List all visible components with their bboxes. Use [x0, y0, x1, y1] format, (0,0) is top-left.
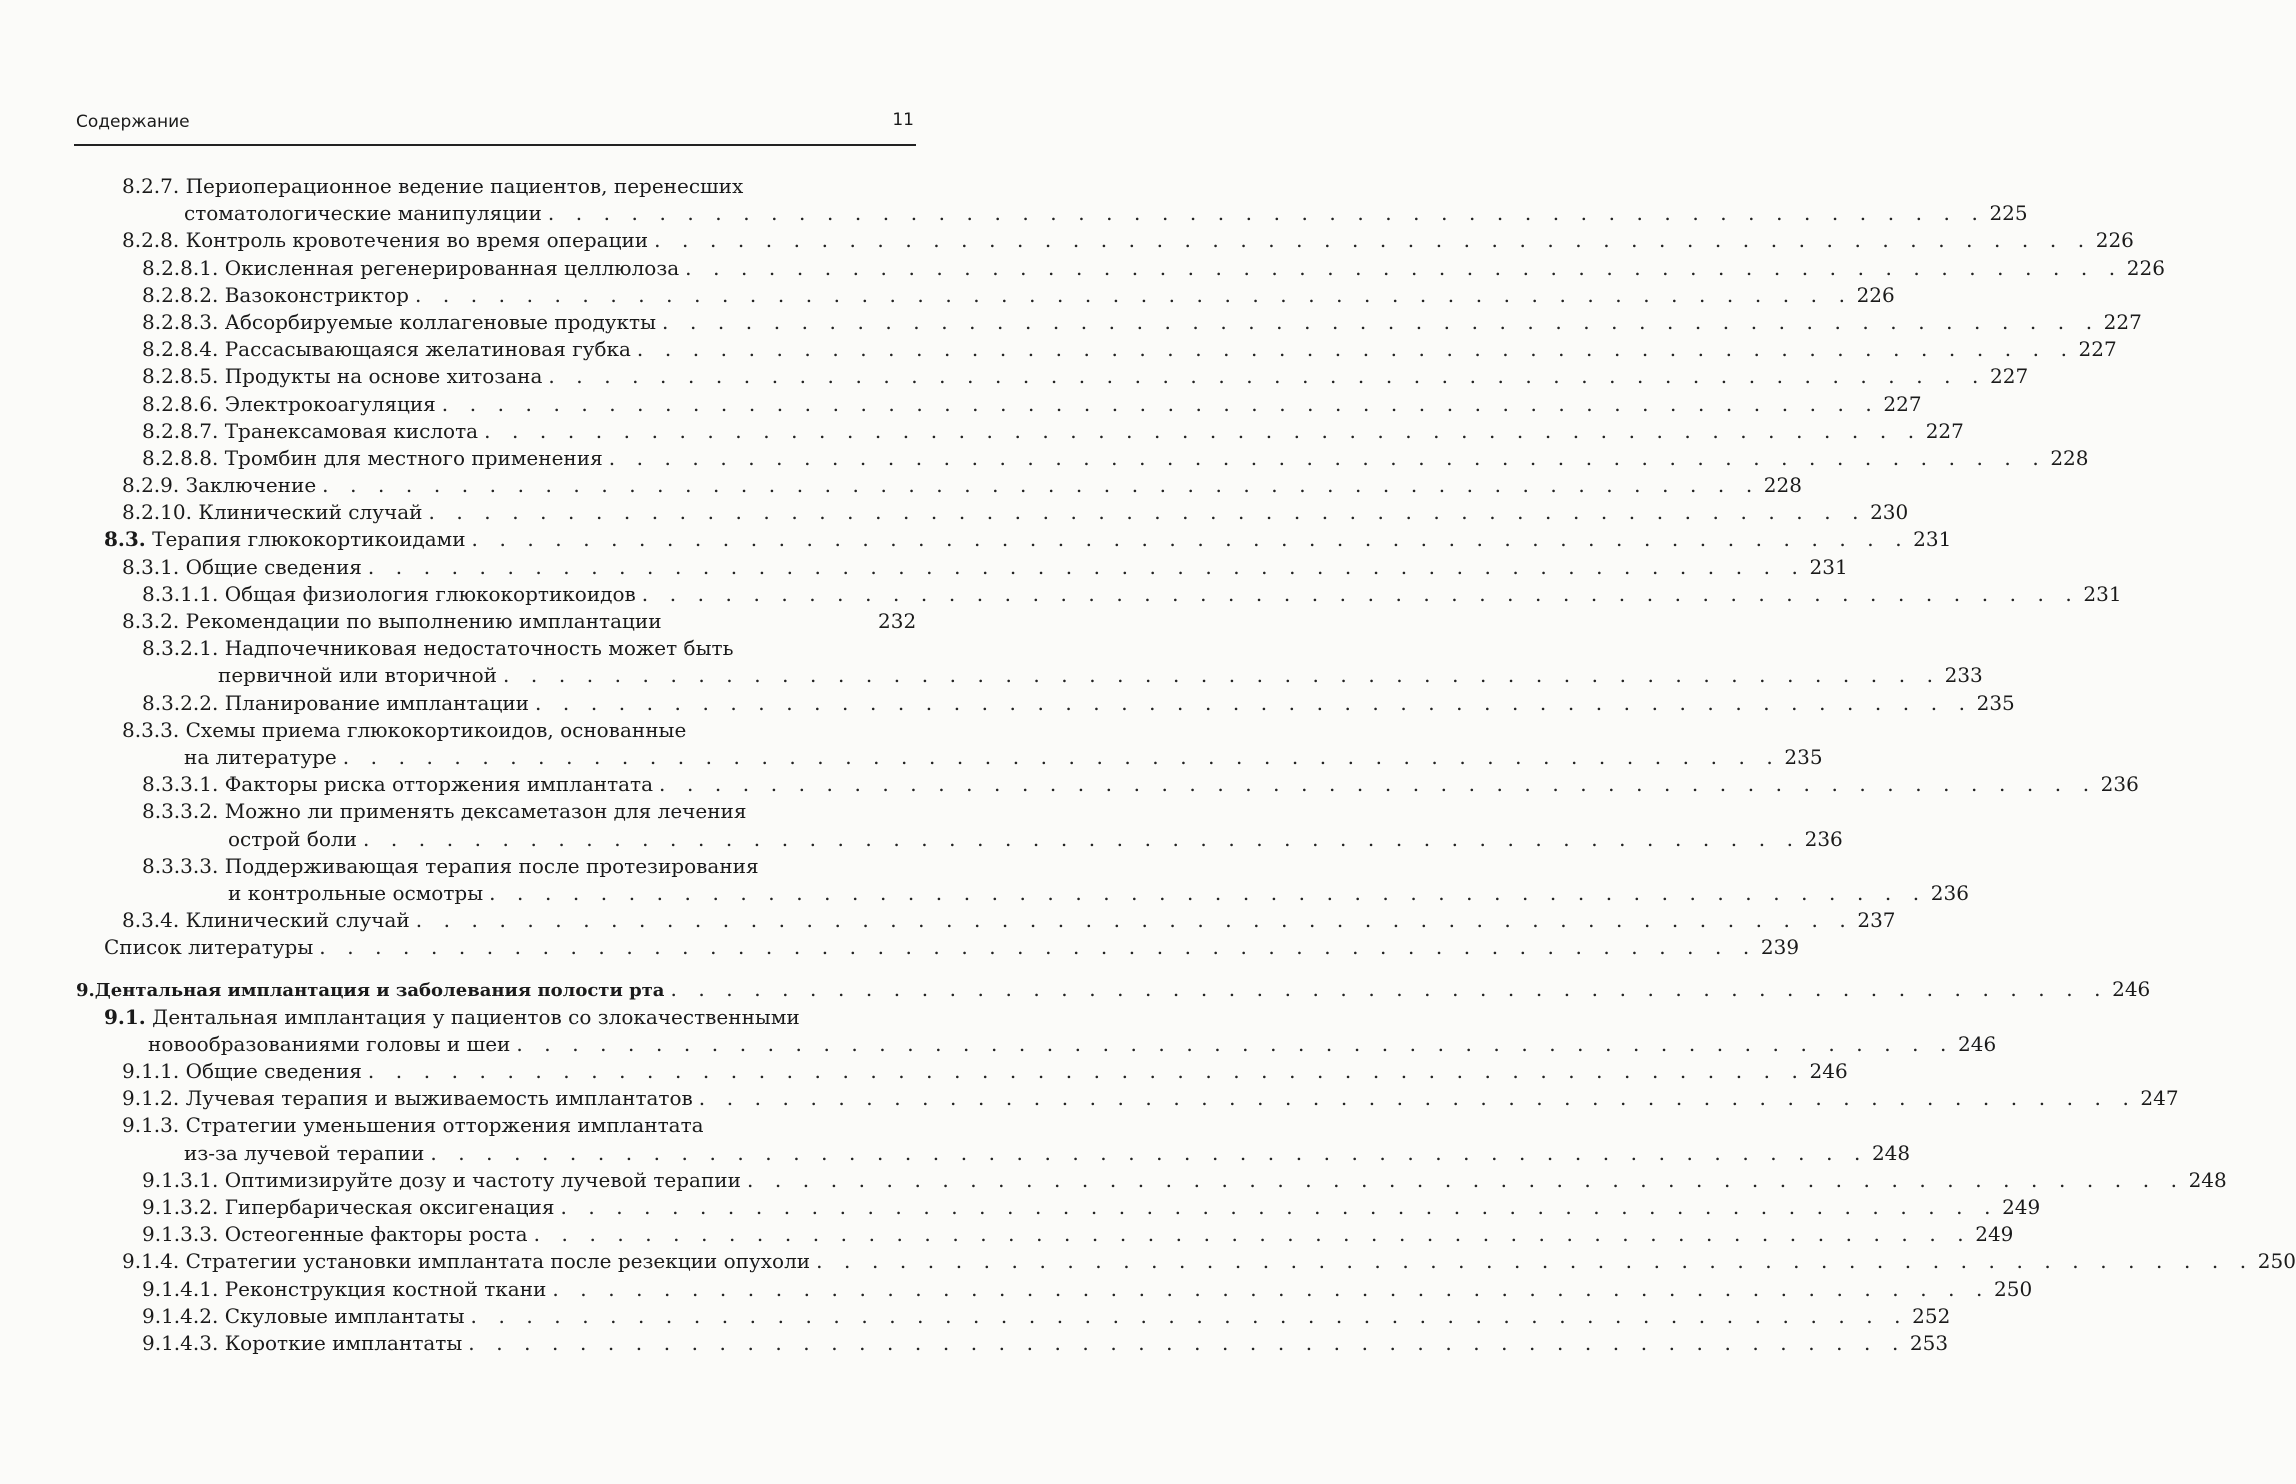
- dot-leader: . . . . . . . . . . . . . . . . . . . . . . . . . . . . . . . . . . . . . . . . . . . . . . . . . . . .: [430, 1140, 1868, 1165]
- toc-entry-title: Продукты на основе хитозана: [224, 364, 543, 389]
- toc-entry[interactable]: [0, 1194, 2041, 1221]
- toc-entry[interactable]: [0, 1221, 2014, 1248]
- toc-entry-title: Рекомендации по выполнению имплантации: [185, 609, 662, 633]
- toc-entry-number: 8.3.3.1.: [142, 772, 219, 797]
- toc-entry-page: 227: [2078, 337, 2117, 362]
- toc-entry-title: Общие сведения: [185, 554, 362, 579]
- toc-entry-number: 8.3.4.: [122, 908, 180, 933]
- toc-entry-number: 9.1.3.1.: [142, 1167, 219, 1192]
- toc-entry[interactable]: [0, 1303, 1951, 1330]
- dot-leader: . . . . . . . . . . . . . . . . . . . . . . . . . . . . . . . . . . . . . . . . . . . . . . . . . . . .: [608, 445, 2047, 470]
- toc-entry-title: Оптимизируйте дозу и частоту лучевой терапии: [224, 1167, 741, 1192]
- toc-entry-number: 8.2.8.1.: [142, 255, 219, 280]
- dot-leader: . . . . . . . . . . . . . . . . . . . . . . . . . . . . . . . . . . . . . . . . . . . . . . . . . . . .: [414, 282, 1853, 307]
- toc-entry[interactable]: [0, 173, 2028, 227]
- toc-entry-title: Транексамовая кислота: [224, 418, 479, 443]
- toc-entry-page: 226: [2095, 228, 2134, 253]
- toc-entry-title: на литературе: [184, 744, 337, 769]
- toc-entry-number: 8.2.8.6.: [142, 391, 219, 416]
- toc-entry-title: Планирование имплантации: [224, 690, 529, 715]
- dot-leader: . . . . . . . . . . . . . . . . . . . . . . . . . . . . . . . . . . . . . . . . . . . . . . . . . . . .: [636, 337, 2075, 362]
- toc-entry[interactable]: [0, 472, 1802, 499]
- toc-entry-title: Гипербарическая оксигенация: [224, 1194, 555, 1219]
- dot-leader: . . . . . . . . . . . . . . . . . . . . . . . . . . . . . . . . . . . . . . . . . . . . . . . . . . . .: [534, 690, 1973, 715]
- toc-entry-number: 8.3.3.3.: [142, 853, 219, 878]
- toc-entry[interactable]: [0, 581, 2122, 608]
- toc-entry-page: 231: [1913, 527, 1952, 552]
- toc-entry-title: Тромбин для местного применения: [224, 445, 603, 470]
- toc-entry-page: 226: [2126, 255, 2165, 280]
- toc-entry-title: первичной или вторичной: [218, 663, 497, 688]
- toc-entry-page: 246: [2112, 977, 2151, 1002]
- toc-entry[interactable]: [0, 227, 2134, 254]
- toc-entry-page: 249: [2002, 1194, 2041, 1219]
- toc-entry[interactable]: [0, 907, 1896, 934]
- toc-entry-number: 8.2.9.: [122, 473, 180, 498]
- toc-entry-number: 8.2.8.2.: [142, 282, 219, 307]
- toc-entry[interactable]: [0, 635, 1983, 689]
- toc-entry[interactable]: [0, 418, 1964, 445]
- toc-entry-number: 8.2.8.5.: [142, 364, 219, 389]
- toc-entry-title: Реконструкция костной ткани: [224, 1276, 547, 1301]
- dot-leader: . . . . . . . . . . . . . . . . . . . . . . . . . . . . . . . . . . . . . . . . . . . . . . . . . . . .: [516, 1031, 1955, 1056]
- toc-entry-number: 8.3.1.: [122, 554, 180, 579]
- toc-entry-title: Периоперационное ведение пациентов, перенесших: [185, 174, 744, 198]
- toc-entry-number: 8.2.8.: [122, 228, 180, 253]
- toc-entry[interactable]: [0, 336, 2117, 363]
- toc-entry[interactable]: [0, 934, 1800, 961]
- dot-leader: . . . . . . . . . . . . . . . . . . . . . . . . . . . . . . . . . . . . . . . . . . . . . . . . . . . .: [489, 880, 1927, 905]
- toc-entry[interactable]: [0, 717, 1823, 771]
- dot-leader: . . . . . . . . . . . . . . . . . . . . . . . . . . . . . . . . . . . . . . . . . . . . . . . . . . . .: [362, 826, 1801, 851]
- toc-entry[interactable]: [0, 391, 1922, 418]
- toc-entry-title: новообразованиями головы и шеи: [148, 1031, 511, 1056]
- dot-leader: . . . . . . . . . . . . . . . . . . . . . . . . . . . . . . . . . . . . . . . . . . . . . . . . . . . .: [428, 500, 1867, 525]
- toc-section[interactable]: [0, 526, 1952, 553]
- toc-entry-page: 235: [1784, 744, 1823, 769]
- toc-entry[interactable]: [0, 255, 2165, 282]
- toc-entry-title: Электрокоагуляция: [224, 391, 436, 416]
- toc-entry-page: 236: [1804, 826, 1843, 851]
- toc-entry-page: 253: [1909, 1330, 1949, 1355]
- dot-leader: . . . . . . . . . . . . . . . . . . . . . . . . . . . . . . . . . . . . . . . . . . . . . . . . . . . .: [367, 554, 1806, 579]
- toc-entry-title: Можно ли применять дексаметазон для лечения: [224, 799, 747, 824]
- toc-entry[interactable]: [0, 1248, 2296, 1275]
- dot-leader: . . . . . . . . . . . . . . . . . . . . . . . . . . . . . . . . . . . . . . . . . . . . . . . . . . . .: [698, 1086, 2137, 1111]
- toc-chapter-number: 9.: [76, 980, 95, 1002]
- dot-leader: . . . . . . . . . . . . . . . . . . . . . . . . . . . . . . . . . . . . . . . . . . . . . . . . . . . .: [533, 1222, 1972, 1247]
- toc-entry-page: 237: [1857, 908, 1896, 933]
- toc-entry-page: 227: [1990, 364, 2029, 389]
- toc-entry-title: Остеогенные факторы роста: [224, 1222, 528, 1247]
- dot-leader: . . . . . . . . . . . . . . . . . . . . . . . . . . . . . . . . . . . . . . . . . . . . . . . . . . . .: [548, 364, 1986, 389]
- toc-entry-number: 9.1.4.1.: [142, 1276, 219, 1301]
- toc-entry-number: 8.2.7.: [122, 174, 180, 198]
- toc-entry[interactable]: [0, 309, 2142, 336]
- toc-entry-page: 225: [1989, 201, 2028, 226]
- dot-leader: . . . . . . . . . . . . . . . . . . . . . . . . . . . . . . . . . . . . . . . . . . . . . . . . . . . .: [670, 977, 2109, 1002]
- toc-entry-page: 250: [2257, 1249, 2296, 1274]
- toc-entry-title: Общая физиология глюкокортикоидов: [224, 581, 636, 606]
- toc-entry-number: 8.3.2.2.: [142, 690, 219, 715]
- toc-entry[interactable]: [0, 282, 1895, 309]
- toc-entry[interactable]: [0, 499, 1909, 526]
- toc-entry-page: 246: [1809, 1059, 1848, 1083]
- toc-entry[interactable]: [0, 690, 2015, 717]
- header-page-number: 11: [892, 110, 914, 130]
- dot-leader: . . . . . . . . . . . . . . . . . . . . . . . . . . . . . . . . . . . . . . . . . . . . . . . . . . . .: [746, 1167, 2185, 1192]
- toc-entry[interactable]: [0, 853, 1969, 907]
- toc-entry-page: 227: [1883, 391, 1922, 416]
- toc-entry-number: 8.2.8.3.: [142, 309, 219, 334]
- toc-entry-page: 252: [1912, 1303, 1951, 1328]
- dot-leader: . . . . . . . . . . . . . . . . . . . . . . . . . . . . . . . . . . . . . . . . . . . . . . . . . . . .: [685, 255, 2123, 280]
- dot-leader: . . . . . . . . . . . . . . . . . . . . . . . . . . . . . . . . . . . . . . . . . . . . . . . . . . . .: [471, 527, 1910, 552]
- toc-entry-page: 248: [1871, 1140, 1911, 1165]
- toc-entry-page: 227: [2103, 309, 2142, 334]
- toc-entry-title: Рассасывающаяся желатиновая губка: [224, 337, 631, 362]
- toc-entry-number: 8.2.10.: [122, 500, 192, 525]
- toc-entry-title: Контроль кровотечения во время операции: [185, 228, 649, 253]
- toc-entry-number: 9.1.4.: [122, 1249, 180, 1274]
- toc-entry-title: Окисленная регенерированная целлюлоза: [224, 255, 680, 280]
- toc-entry-page: 232: [878, 609, 917, 633]
- dot-leader: . . . . . . . . . . . . . . . . . . . . . . . . . . . . . . . . . . . . . . . . . . . . . . . . . . . .: [547, 201, 1986, 226]
- toc-entry-number: 8.2.8.4.: [142, 337, 219, 362]
- toc-entry-page: 226: [1856, 282, 1895, 307]
- toc-entry-title: Лучевая терапия и выживаемость имплантатов: [185, 1086, 693, 1111]
- toc-entry-number: 9.1.1.: [122, 1059, 180, 1083]
- dot-leader: . . . . . . . . . . . . . . . . . . . . . . . . . . . . . . . . . . . . . . . . . . . . . . . . . . . .: [560, 1194, 1999, 1219]
- toc-entry-number: 9.1.3.: [122, 1113, 180, 1138]
- dot-leader: . . . . . . . . . . . . . . . . . . . . . . . . . . . . . . . . . . . . . . . . . . . . . . . . . . . .: [441, 391, 1880, 416]
- toc-entry-page: 227: [1925, 418, 1964, 443]
- toc-entry-title: Скуловые имплантаты: [224, 1303, 465, 1328]
- toc-entry-title: Терапия глюкокортикоидами: [152, 527, 466, 552]
- toc-entry[interactable]: [0, 445, 2089, 472]
- toc-section[interactable]: [0, 1004, 1997, 1058]
- dot-leader: . . . . . . . . . . . . . . . . . . . . . . . . . . . . . . . . . . . . . . . . . . . . . . . . . . . .: [367, 1059, 1806, 1083]
- dot-leader: . . . . . . . . . . . . . . . . . . . . . . . . . . . . . . . . . . . . . . . . . . . . . . . . . . . .: [415, 908, 1854, 933]
- toc-entry-page: 236: [2100, 772, 2139, 797]
- toc-entry-number: 8.3.2.: [122, 609, 180, 633]
- toc-entry-number: 9.1.: [104, 1004, 146, 1029]
- toc-entry-number: 9.1.4.3.: [142, 1330, 219, 1355]
- dot-leader: . . . . . . . . . . . . . . . . . . . . . . . . . . . . . . . . . . . . . . . . . . . . . . . . . . . .: [470, 1303, 1909, 1328]
- toc-entry[interactable]: [0, 608, 1000, 635]
- dot-leader: . . . . . . . . . . . . . . . . . . . . . . . . . . . . . . . . . . . . . . . . . . . . . . . . . . . .: [662, 309, 2100, 334]
- table-of-contents: [0, 173, 2296, 1357]
- chapter-gap: [0, 961, 1000, 976]
- toc-entry-title: Стратегии уменьшения отторжения имплантата: [185, 1113, 704, 1138]
- toc-entry-title: Абсорбируемые коллагеновые продукты: [224, 309, 657, 334]
- dot-leader: . . . . . . . . . . . . . . . . . . . . . . . . . . . . . . . . . . . . . . . . . . . . . . . . . . . .: [659, 772, 2097, 797]
- toc-chapter[interactable]: [0, 976, 2151, 1003]
- toc-entry-title: острой боли: [228, 826, 357, 851]
- toc-entry[interactable]: [0, 771, 2139, 798]
- toc-entry-page: 249: [1975, 1222, 2014, 1247]
- toc-entry-title: Клинический случай: [185, 908, 410, 933]
- toc-entry-number: 9.1.2.: [122, 1086, 180, 1111]
- toc-entry-page: 230: [1870, 500, 1909, 525]
- toc-entry-page: 231: [2083, 581, 2122, 606]
- toc-entry[interactable]: [0, 554, 1848, 581]
- running-header: [74, 104, 916, 146]
- toc-entry-title: и контрольные осмотры: [228, 880, 484, 905]
- toc-entry-number: 9.1.4.2.: [142, 1303, 219, 1328]
- toc-entry-title: Короткие имплантаты: [224, 1330, 463, 1355]
- toc-entry[interactable]: [0, 1085, 2179, 1112]
- dot-leader: . . . . . . . . . . . . . . . . . . . . . . . . . . . . . . . . . . . . . . . . . . . . . . . . . . . .: [552, 1276, 1990, 1301]
- toc-entry-page: 231: [1809, 554, 1848, 579]
- toc-entry-page: 235: [1976, 690, 2015, 715]
- toc-entry-number: 9.1.3.3.: [142, 1222, 219, 1247]
- toc-entry-page: 236: [1930, 880, 1969, 905]
- toc-entry[interactable]: [0, 1330, 1949, 1357]
- toc-entry-number: 8.3.3.: [122, 717, 180, 742]
- toc-entry-title: Поддерживающая терапия после протезирования: [224, 853, 759, 878]
- dot-leader: . . . . . . . . . . . . . . . . . . . . . . . . . . . . . . . . . . . . . . . . . . . . . . . . . . . .: [816, 1249, 2254, 1274]
- toc-entry-title: Стратегии установки имплантата после резекции опухоли: [185, 1249, 811, 1274]
- toc-entry-number: 8.3.2.1.: [142, 636, 219, 661]
- toc-entry-title: Список литературы: [104, 935, 314, 960]
- dot-leader: . . . . . . . . . . . . . . . . . . . . . . . . . . . . . . . . . . . . . . . . . . . . . . . . . . . .: [484, 418, 1922, 443]
- toc-entry-number: 8.2.8.7.: [142, 418, 219, 443]
- toc-entry-page: 248: [2188, 1167, 2227, 1192]
- toc-entry-title: Вазоконстриктор: [224, 282, 409, 307]
- toc-entry[interactable]: [0, 1276, 2033, 1303]
- dot-leader: . . . . . . . . . . . . . . . . . . . . . . . . . . . . . . . . . . . . . . . . . . . . . . . . . . . .: [641, 581, 2080, 606]
- toc-entry-page: 228: [2050, 445, 2089, 470]
- header-title: Содержание: [76, 112, 190, 132]
- toc-entry[interactable]: [0, 1112, 1911, 1166]
- dot-leader: . . . . . . . . . . . . . . . . . . . . . . . . . . . . . . . . . . . . . . . . . . . . . . . . . . . .: [319, 935, 1757, 960]
- dot-leader: . . . . . . . . . . . . . . . . . . . . . . . . . . . . . . . . . . . . . . . . . . . . . . . . . . . .: [502, 663, 1941, 688]
- toc-entry[interactable]: [0, 363, 2029, 390]
- toc-entry-title: Клинический случай: [198, 500, 423, 525]
- toc-entry-number: 9.1.3.2.: [142, 1194, 219, 1219]
- toc-entry-number: 8.3.1.1.: [142, 581, 219, 606]
- toc-entry[interactable]: [0, 1058, 1848, 1085]
- toc-entry-page: 247: [2140, 1086, 2179, 1111]
- toc-entry-number: 8.3.3.2.: [142, 799, 219, 824]
- toc-entry-number: 8.3.: [104, 527, 146, 552]
- toc-entry-page: 239: [1760, 935, 1800, 960]
- toc-entry-title: Общие сведения: [185, 1059, 362, 1083]
- toc-entry-page: 228: [1763, 473, 1802, 498]
- toc-entry-title: Факторы риска отторжения имплантата: [224, 772, 654, 797]
- toc-entry-page: 233: [1944, 663, 1983, 688]
- dot-leader: . . . . . . . . . . . . . . . . . . . . . . . . . . . . . . . . . . . . . . . . . . . . . . . . . . . .: [342, 744, 1781, 769]
- toc-entry[interactable]: [0, 1167, 2227, 1194]
- toc-entry-title: Заключение: [185, 473, 317, 498]
- dot-leader: . . . . . . . . . . . . . . . . . . . . . . . . . . . . . . . . . . . . . . . . . . . . . . . . . . . .: [468, 1330, 1906, 1355]
- toc-entry-title: Дентальная имплантация у пациентов со злокачественными: [152, 1004, 800, 1029]
- toc-entry-title: Надпочечниковая недостаточность может быть: [224, 636, 734, 661]
- toc-entry-title: Схемы приема глюкокортикоидов, основанные: [185, 717, 687, 742]
- dot-leader: . . . . . . . . . . . . . . . . . . . . . . . . . . . . . . . . . . . . . . . . . . . . . . . . . . . .: [322, 473, 1760, 498]
- toc-entry[interactable]: [0, 798, 1843, 852]
- dot-leader: . . . . . . . . . . . . . . . . . . . . . . . . . . . . . . . . . . . . . . . . . . . . . . . . . . . .: [654, 228, 2092, 253]
- toc-entry-title: из-за лучевой терапии: [184, 1140, 425, 1165]
- toc-entry-page: 250: [1994, 1276, 2033, 1301]
- toc-entry-page: 246: [1958, 1031, 1997, 1056]
- toc-entry-title: стоматологические манипуляции: [184, 201, 542, 226]
- toc-chapter-title: Дентальная имплантация и заболевания полости рта: [94, 980, 665, 1002]
- toc-entry-number: 8.2.8.8.: [142, 445, 219, 470]
